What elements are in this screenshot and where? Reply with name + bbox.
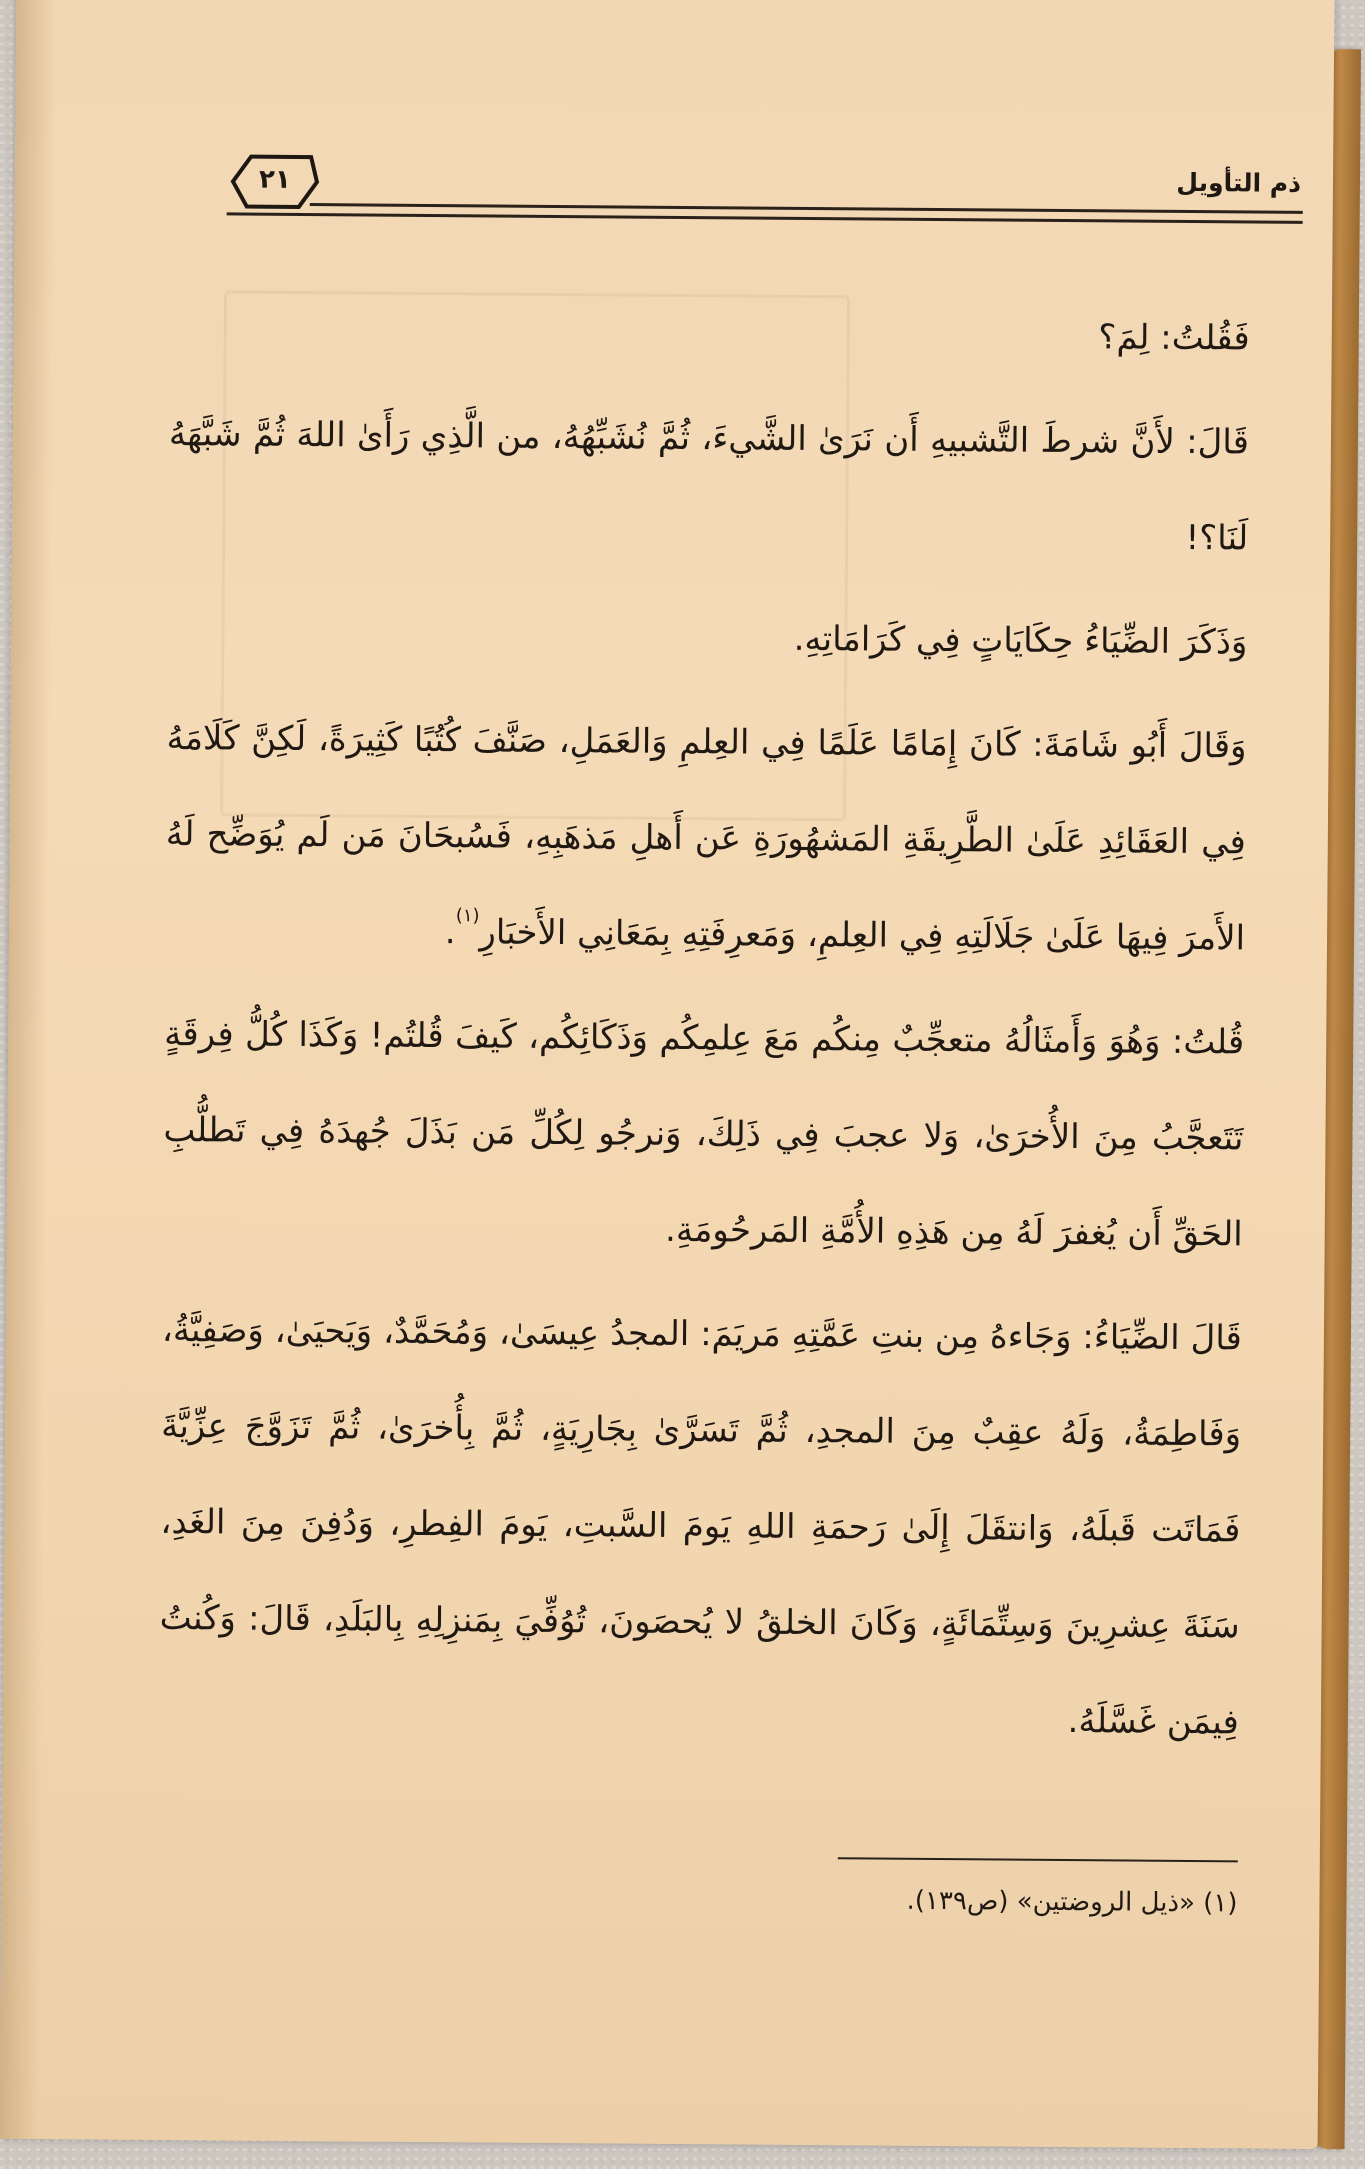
header-rule-top <box>310 203 1303 214</box>
paragraph-4 <box>165 690 1247 986</box>
paragraph-1: فَقُلتُ: لِمَ؟ <box>1098 317 1250 359</box>
footnote: (١) «ذيل الروضتين» (ص١٣٩). <box>906 1885 1238 1919</box>
paragraph-4-end: . <box>444 912 456 953</box>
paragraph-2: قَالَ: لأَنَّ شرطَ التَّشبيهِ أَن نَرَىٰ الشَّيءَ، ثُمَّ نُشَبِّهُهُ، من الَّذِي رَأَىٰ اللهَ ثُمَّ شَبَّهَهُ لَنَا؟! <box>168 413 1250 559</box>
paragraph-4-text: وَقَالَ أَبُو شَامَةَ: كَانَ إِمَامًا عَلَمًا فِي العِلمِ وَالعَمَلِ، صَنَّفَ كُتُبًا كَثِيرَةً، لَكِنَّ كَلَامَهُ فِي العَقَائِدِ عَلَىٰ الطَّرِيقَةِ المَشهُورَةِ عَن أَهلِ مَذهَبِهِ، فَسُبحَانَ مَن لَم يُوَضِّح لَهُ الأَمرَ فِيهَا عَلَىٰ جَلَالَتِهِ فِي العِلمِ، وَمَعرِفَتِهِ بِمَعَانِي الأَخبَارِ <box>165 717 1247 959</box>
header-rule-bottom <box>227 212 1303 223</box>
paragraph-6: قَالَ الضِّيَاءُ: وَجَاءهُ مِن بنتِ عَمَّتِهِ مَريَمَ: المجدُ عِيسَىٰ، وَمُحَمَّدٌ، وَيَحيَىٰ، وَصَفِيَّةُ، وَفَاطِمَةُ، وَلَهُ عقِبٌ مِنَ المجدِ، ثُمَّ تَسَرَّىٰ بِجَارِيَةٍ، ثُمَّ بِأُخرَىٰ، ثُمَّ تَزَوَّجَ عِزِّيَّةَ فَمَاتَت قَبلَهُ، وَانتقَلَ إِلَىٰ رَحمَةِ اللهِ يَومَ السَّبتِ، يَومَ الفِطرِ، وَدُفِنَ مِنَ الغَدِ، سَنَةَ عِشرِينَ وَسِتِّمَائَةٍ، وَكَانَ الخلقُ لا يُحصَونَ، تُوُفِّيَ بِمَنزِلِهِ بِالبَلَدِ، قَالَ: وَكُنتُ فِيمَن غَسَّلَهُ. <box>159 1309 1243 1743</box>
page-header <box>214 140 1315 249</box>
footnote-reference[interactable]: (١) <box>455 905 480 927</box>
page-number-badge <box>229 152 321 211</box>
running-title: ذم التأويل <box>1176 167 1302 198</box>
body-text <box>158 282 1250 1778</box>
paragraph-5: قُلتُ: وَهُوَ وَأَمثَالُهُ متعجِّبٌ مِنكُم مَعَ عِلمِكُم وَذَكَائِكُم، كَيفَ قُلتُم! وَكَذَا كُلُّ فِرقَةٍ تَتَعجَّبُ مِنَ الأُخرَىٰ، وَلا عجبَ فِي ذَلِكَ، وَنرجُو لِكُلِّ مَن بَذَلَ جُهدَهُ فِي تَطلُّبِ الحَقِّ أَن يُغفرَ لَهُ مِن هَذِهِ الأُمَّةِ المَرحُومَةِ. <box>163 1013 1245 1255</box>
page-number: ٢١ <box>258 164 291 195</box>
paragraph-3: وَذَكَرَ الضِّيَاءُ حِكَايَاتٍ فِي كَرَامَاتِهِ. <box>793 618 1248 663</box>
footnote-separator <box>838 1857 1238 1862</box>
